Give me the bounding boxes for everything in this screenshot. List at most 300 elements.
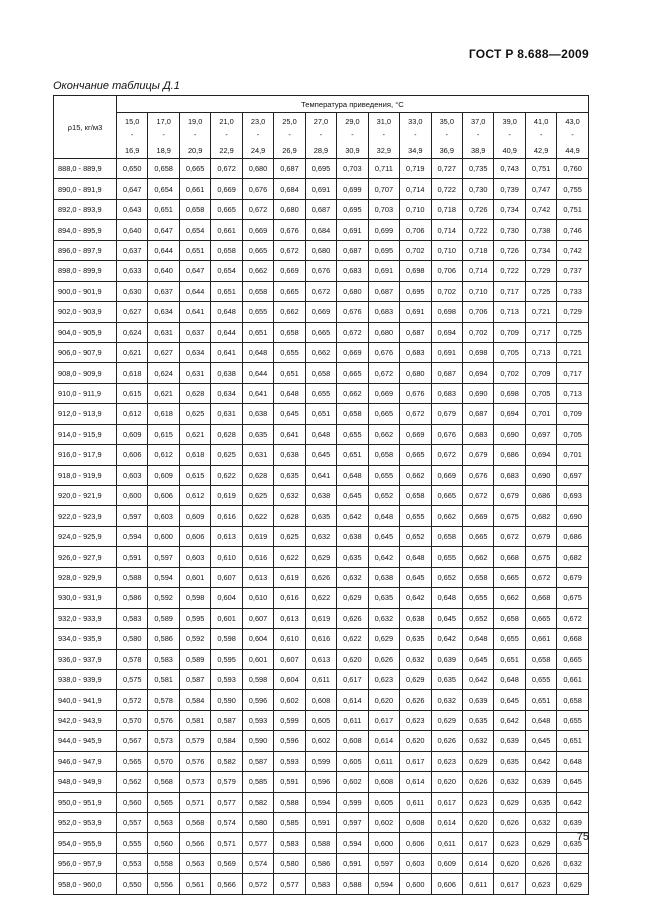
value-cell: 0,637 xyxy=(179,322,210,342)
value-cell: 0,714 xyxy=(400,179,431,199)
value-cell: 0,555 xyxy=(117,833,148,853)
value-cell: 0,648 xyxy=(400,547,431,567)
value-cell: 0,690 xyxy=(494,424,525,444)
temperature-range-header xyxy=(494,113,525,159)
value-cell: 0,651 xyxy=(179,240,210,260)
value-cell: 0,563 xyxy=(148,813,179,833)
value-cell: 0,626 xyxy=(368,649,399,669)
value-cell: 0,626 xyxy=(494,813,525,833)
value-cell: 0,706 xyxy=(400,220,431,240)
value-cell: 0,679 xyxy=(525,526,556,546)
value-cell: 0,629 xyxy=(368,629,399,649)
value-cell: 0,665 xyxy=(211,199,242,219)
table-row xyxy=(54,833,589,853)
value-cell: 0,658 xyxy=(368,445,399,465)
value-cell: 0,658 xyxy=(148,159,179,179)
value-cell: 0,621 xyxy=(117,342,148,362)
value-cell: 0,639 xyxy=(525,772,556,792)
value-cell: 0,711 xyxy=(368,159,399,179)
value-cell: 0,672 xyxy=(211,159,242,179)
value-cell: 0,594 xyxy=(368,874,399,894)
value-cell: 0,635 xyxy=(274,465,305,485)
range-from: 19,0 xyxy=(187,116,203,126)
value-cell: 0,714 xyxy=(462,261,493,281)
range-dash: - xyxy=(571,131,574,139)
value-cell: 0,669 xyxy=(274,261,305,281)
value-cell: 0,713 xyxy=(494,302,525,322)
value-cell: 0,595 xyxy=(179,608,210,628)
value-cell: 0,680 xyxy=(337,281,368,301)
value-cell: 0,635 xyxy=(557,833,589,853)
value-cell: 0,625 xyxy=(242,486,273,506)
value-cell: 0,679 xyxy=(557,567,589,587)
value-cell: 0,619 xyxy=(211,486,242,506)
value-cell: 0,760 xyxy=(557,159,589,179)
value-cell: 0,661 xyxy=(179,179,210,199)
value-cell: 0,645 xyxy=(305,445,336,465)
value-cell: 0,665 xyxy=(431,486,462,506)
value-cell: 0,587 xyxy=(242,751,273,771)
value-cell: 0,669 xyxy=(368,383,399,403)
value-cell: 0,611 xyxy=(305,669,336,689)
density-range-cell: 900,0 - 901,9 xyxy=(54,281,117,301)
value-cell: 0,612 xyxy=(117,404,148,424)
value-cell: 0,702 xyxy=(494,363,525,383)
range-dash: - xyxy=(288,131,291,139)
value-cell: 0,672 xyxy=(274,240,305,260)
temperature-range-header xyxy=(525,113,556,159)
value-cell: 0,702 xyxy=(462,322,493,342)
value-cell: 0,615 xyxy=(179,465,210,485)
value-cell: 0,713 xyxy=(557,383,589,403)
value-cell: 0,645 xyxy=(368,526,399,546)
density-range-cell: 952,0 - 953,9 xyxy=(54,813,117,833)
value-cell: 0,621 xyxy=(148,383,179,403)
value-cell: 0,675 xyxy=(525,547,556,567)
value-cell: 0,588 xyxy=(274,792,305,812)
value-cell: 0,645 xyxy=(557,772,589,792)
density-range-cell: 942,0 - 943,9 xyxy=(54,710,117,730)
value-cell: 0,662 xyxy=(337,383,368,403)
table-row xyxy=(54,404,589,424)
value-cell: 0,597 xyxy=(117,506,148,526)
value-cell: 0,592 xyxy=(148,588,179,608)
value-cell: 0,699 xyxy=(368,220,399,240)
temperature-range-header xyxy=(179,113,210,159)
value-cell: 0,622 xyxy=(242,506,273,526)
value-cell: 0,632 xyxy=(274,486,305,506)
table-row xyxy=(54,486,589,506)
value-cell: 0,668 xyxy=(525,588,556,608)
value-cell: 0,560 xyxy=(117,792,148,812)
value-cell: 0,743 xyxy=(494,159,525,179)
value-cell: 0,676 xyxy=(305,261,336,281)
value-cell: 0,604 xyxy=(242,629,273,649)
density-range-cell: 936,0 - 937,9 xyxy=(54,649,117,669)
value-cell: 0,655 xyxy=(368,465,399,485)
density-range-cell: 920,0 - 921,9 xyxy=(54,486,117,506)
value-cell: 0,606 xyxy=(148,486,179,506)
value-cell: 0,651 xyxy=(148,199,179,219)
value-cell: 0,591 xyxy=(274,772,305,792)
table-row xyxy=(54,567,589,587)
value-cell: 0,608 xyxy=(400,813,431,833)
value-cell: 0,725 xyxy=(557,322,589,342)
value-cell: 0,598 xyxy=(179,588,210,608)
value-cell: 0,648 xyxy=(305,424,336,444)
table-row xyxy=(54,445,589,465)
value-cell: 0,658 xyxy=(305,363,336,383)
value-cell: 0,556 xyxy=(148,874,179,894)
value-cell: 0,697 xyxy=(525,424,556,444)
value-cell: 0,665 xyxy=(494,567,525,587)
value-cell: 0,645 xyxy=(431,608,462,628)
value-cell: 0,588 xyxy=(337,874,368,894)
value-cell: 0,623 xyxy=(462,792,493,812)
table-row xyxy=(54,853,589,873)
value-cell: 0,687 xyxy=(305,199,336,219)
range-dash: - xyxy=(414,131,417,139)
value-cell: 0,691 xyxy=(305,179,336,199)
temperature-range-header xyxy=(274,113,305,159)
range-from: 29,0 xyxy=(345,116,360,126)
value-cell: 0,577 xyxy=(274,874,305,894)
value-cell: 0,622 xyxy=(337,629,368,649)
value-cell: 0,718 xyxy=(462,240,493,260)
value-cell: 0,694 xyxy=(494,404,525,424)
value-cell: 0,721 xyxy=(557,342,589,362)
value-cell: 0,714 xyxy=(431,220,462,240)
value-cell: 0,613 xyxy=(274,608,305,628)
page-number: 75 xyxy=(576,831,589,843)
temperature-range-header xyxy=(557,113,589,159)
density-range-cell: 944,0 - 945,9 xyxy=(54,731,117,751)
value-cell: 0,717 xyxy=(525,322,556,342)
value-cell: 0,687 xyxy=(462,404,493,424)
value-cell: 0,598 xyxy=(211,629,242,649)
value-cell: 0,604 xyxy=(274,669,305,689)
value-cell: 0,729 xyxy=(557,302,589,322)
value-cell: 0,613 xyxy=(242,567,273,587)
value-cell: 0,639 xyxy=(494,731,525,751)
value-cell: 0,577 xyxy=(211,792,242,812)
value-cell: 0,571 xyxy=(211,833,242,853)
value-cell: 0,634 xyxy=(211,383,242,403)
table-row xyxy=(54,813,589,833)
value-cell: 0,635 xyxy=(525,792,556,812)
value-cell: 0,605 xyxy=(305,710,336,730)
value-cell: 0,687 xyxy=(400,322,431,342)
value-cell: 0,662 xyxy=(274,302,305,322)
value-cell: 0,652 xyxy=(431,567,462,587)
value-cell: 0,601 xyxy=(179,567,210,587)
value-cell: 0,600 xyxy=(117,486,148,506)
value-cell: 0,655 xyxy=(431,547,462,567)
value-cell: 0,655 xyxy=(494,629,525,649)
value-cell: 0,629 xyxy=(525,833,556,853)
value-cell: 0,631 xyxy=(148,322,179,342)
value-cell: 0,632 xyxy=(337,567,368,587)
value-cell: 0,634 xyxy=(179,342,210,362)
table-row xyxy=(54,588,589,608)
value-cell: 0,593 xyxy=(211,669,242,689)
value-cell: 0,623 xyxy=(368,669,399,689)
value-cell: 0,645 xyxy=(274,404,305,424)
value-cell: 0,665 xyxy=(305,322,336,342)
value-cell: 0,702 xyxy=(431,281,462,301)
temperature-header: Температура приведения, °С xyxy=(117,96,589,113)
value-cell: 0,631 xyxy=(242,445,273,465)
value-cell: 0,620 xyxy=(431,772,462,792)
value-cell: 0,676 xyxy=(462,465,493,485)
value-cell: 0,615 xyxy=(117,383,148,403)
value-cell: 0,563 xyxy=(179,853,210,873)
value-cell: 0,642 xyxy=(494,710,525,730)
value-cell: 0,676 xyxy=(368,342,399,362)
value-cell: 0,725 xyxy=(525,281,556,301)
value-cell: 0,571 xyxy=(179,792,210,812)
value-cell: 0,599 xyxy=(337,792,368,812)
value-cell: 0,637 xyxy=(148,281,179,301)
value-cell: 0,629 xyxy=(337,588,368,608)
value-cell: 0,632 xyxy=(431,690,462,710)
value-cell: 0,635 xyxy=(305,506,336,526)
value-cell: 0,683 xyxy=(337,261,368,281)
range-to: 42,9 xyxy=(533,145,549,155)
value-cell: 0,600 xyxy=(148,526,179,546)
range-dash: - xyxy=(382,131,386,139)
value-cell: 0,603 xyxy=(148,506,179,526)
value-cell: 0,579 xyxy=(179,731,210,751)
value-cell: 0,607 xyxy=(242,608,273,628)
value-cell: 0,706 xyxy=(462,302,493,322)
value-cell: 0,561 xyxy=(179,874,210,894)
value-cell: 0,614 xyxy=(368,731,399,751)
value-cell: 0,658 xyxy=(242,281,273,301)
range-from: 43,0 xyxy=(565,116,580,126)
density-range-cell: 896,0 - 897,9 xyxy=(54,240,117,260)
value-cell: 0,635 xyxy=(431,669,462,689)
value-cell: 0,675 xyxy=(494,506,525,526)
value-cell: 0,655 xyxy=(337,424,368,444)
value-cell: 0,613 xyxy=(305,649,336,669)
value-cell: 0,702 xyxy=(400,240,431,260)
value-cell: 0,658 xyxy=(274,322,305,342)
range-dash: - xyxy=(319,131,323,139)
value-cell: 0,626 xyxy=(431,731,462,751)
value-cell: 0,647 xyxy=(179,261,210,281)
value-cell: 0,589 xyxy=(179,649,210,669)
value-cell: 0,703 xyxy=(337,159,368,179)
value-cell: 0,614 xyxy=(462,853,493,873)
value-cell: 0,591 xyxy=(305,813,336,833)
value-cell: 0,594 xyxy=(305,792,336,812)
value-cell: 0,669 xyxy=(337,342,368,362)
value-cell: 0,701 xyxy=(525,404,556,424)
value-cell: 0,631 xyxy=(211,404,242,424)
value-cell: 0,642 xyxy=(431,629,462,649)
value-cell: 0,710 xyxy=(431,240,462,260)
value-cell: 0,560 xyxy=(148,833,179,853)
value-cell: 0,680 xyxy=(368,322,399,342)
value-cell: 0,594 xyxy=(148,567,179,587)
value-cell: 0,620 xyxy=(494,853,525,873)
density-range-cell: 906,0 - 907,9 xyxy=(54,342,117,362)
density-range-cell: 912,0 - 913,9 xyxy=(54,404,117,424)
value-cell: 0,683 xyxy=(400,342,431,362)
value-cell: 0,628 xyxy=(211,424,242,444)
value-cell: 0,648 xyxy=(242,342,273,362)
value-cell: 0,611 xyxy=(400,792,431,812)
value-cell: 0,665 xyxy=(462,526,493,546)
value-cell: 0,730 xyxy=(494,220,525,240)
value-cell: 0,751 xyxy=(525,159,556,179)
value-cell: 0,631 xyxy=(179,363,210,383)
value-cell: 0,672 xyxy=(368,363,399,383)
density-temperature-table xyxy=(53,95,589,895)
density-range-cell: 948,0 - 949,9 xyxy=(54,772,117,792)
table-row xyxy=(54,629,589,649)
value-cell: 0,662 xyxy=(305,342,336,362)
value-cell: 0,699 xyxy=(337,179,368,199)
value-cell: 0,684 xyxy=(305,220,336,240)
value-cell: 0,665 xyxy=(337,363,368,383)
value-cell: 0,668 xyxy=(557,629,589,649)
table-row xyxy=(54,547,589,567)
value-cell: 0,586 xyxy=(305,853,336,873)
value-cell: 0,638 xyxy=(400,608,431,628)
temperature-range-header xyxy=(117,113,148,159)
table-row xyxy=(54,874,589,894)
value-cell: 0,648 xyxy=(525,710,556,730)
value-cell: 0,648 xyxy=(274,383,305,403)
value-cell: 0,635 xyxy=(462,710,493,730)
range-from: 37,0 xyxy=(471,116,486,126)
value-cell: 0,616 xyxy=(211,506,242,526)
table-row xyxy=(54,506,589,526)
value-cell: 0,640 xyxy=(117,220,148,240)
density-column-header: ρ15, кг/м3 xyxy=(54,96,117,159)
value-cell: 0,642 xyxy=(525,751,556,771)
value-cell: 0,707 xyxy=(368,179,399,199)
value-cell: 0,590 xyxy=(211,690,242,710)
value-cell: 0,620 xyxy=(337,649,368,669)
value-cell: 0,583 xyxy=(305,874,336,894)
value-cell: 0,635 xyxy=(242,424,273,444)
value-cell: 0,705 xyxy=(557,424,589,444)
density-range-cell: 940,0 - 941,9 xyxy=(54,690,117,710)
value-cell: 0,705 xyxy=(494,342,525,362)
value-cell: 0,594 xyxy=(337,833,368,853)
value-cell: 0,605 xyxy=(368,792,399,812)
value-cell: 0,642 xyxy=(368,547,399,567)
value-cell: 0,565 xyxy=(148,792,179,812)
value-cell: 0,609 xyxy=(148,465,179,485)
value-cell: 0,609 xyxy=(431,853,462,873)
density-range-cell: 958,0 - 960,0 xyxy=(54,874,117,894)
value-cell: 0,632 xyxy=(494,772,525,792)
table-body xyxy=(54,159,589,895)
value-cell: 0,628 xyxy=(179,383,210,403)
value-cell: 0,586 xyxy=(117,588,148,608)
value-cell: 0,648 xyxy=(368,506,399,526)
value-cell: 0,648 xyxy=(557,751,589,771)
value-cell: 0,581 xyxy=(148,669,179,689)
value-cell: 0,599 xyxy=(274,710,305,730)
table-row xyxy=(54,731,589,751)
value-cell: 0,652 xyxy=(400,526,431,546)
value-cell: 0,641 xyxy=(179,302,210,322)
value-cell: 0,637 xyxy=(117,240,148,260)
temperature-range-header xyxy=(305,113,336,159)
range-from: 17,0 xyxy=(156,116,171,126)
value-cell: 0,553 xyxy=(117,853,148,873)
value-cell: 0,597 xyxy=(368,853,399,873)
range-dash: - xyxy=(351,131,354,139)
value-cell: 0,626 xyxy=(462,772,493,792)
value-cell: 0,679 xyxy=(431,404,462,424)
temperature-range-header xyxy=(242,113,273,159)
value-cell: 0,690 xyxy=(525,465,556,485)
value-cell: 0,622 xyxy=(211,465,242,485)
value-cell: 0,706 xyxy=(431,261,462,281)
value-cell: 0,644 xyxy=(242,363,273,383)
value-cell: 0,645 xyxy=(400,567,431,587)
value-cell: 0,651 xyxy=(305,404,336,424)
value-cell: 0,572 xyxy=(117,690,148,710)
value-cell: 0,655 xyxy=(274,342,305,362)
range-to: 22,9 xyxy=(219,145,234,155)
value-cell: 0,672 xyxy=(400,404,431,424)
value-cell: 0,624 xyxy=(117,322,148,342)
value-cell: 0,642 xyxy=(557,792,589,812)
value-cell: 0,661 xyxy=(211,220,242,240)
value-cell: 0,730 xyxy=(462,179,493,199)
value-cell: 0,701 xyxy=(557,445,589,465)
range-to: 32,9 xyxy=(376,145,392,155)
value-cell: 0,610 xyxy=(211,547,242,567)
value-cell: 0,582 xyxy=(242,792,273,812)
table-row xyxy=(54,159,589,179)
value-cell: 0,641 xyxy=(274,424,305,444)
value-cell: 0,679 xyxy=(462,445,493,465)
value-cell: 0,629 xyxy=(400,669,431,689)
density-range-cell: 890,0 - 891,9 xyxy=(54,179,117,199)
value-cell: 0,680 xyxy=(242,159,273,179)
value-cell: 0,634 xyxy=(148,302,179,322)
value-cell: 0,658 xyxy=(337,404,368,424)
range-dash: - xyxy=(539,131,543,139)
value-cell: 0,628 xyxy=(242,465,273,485)
value-cell: 0,669 xyxy=(431,465,462,485)
value-cell: 0,632 xyxy=(557,853,589,873)
value-cell: 0,683 xyxy=(494,465,525,485)
value-cell: 0,557 xyxy=(117,813,148,833)
value-cell: 0,595 xyxy=(211,649,242,669)
value-cell: 0,672 xyxy=(242,199,273,219)
table-row xyxy=(54,302,589,322)
value-cell: 0,583 xyxy=(117,608,148,628)
value-cell: 0,550 xyxy=(117,874,148,894)
value-cell: 0,665 xyxy=(400,445,431,465)
value-cell: 0,654 xyxy=(148,179,179,199)
value-cell: 0,576 xyxy=(148,710,179,730)
value-cell: 0,620 xyxy=(462,813,493,833)
value-cell: 0,574 xyxy=(211,813,242,833)
value-cell: 0,628 xyxy=(274,506,305,526)
value-cell: 0,680 xyxy=(274,199,305,219)
value-cell: 0,683 xyxy=(431,383,462,403)
